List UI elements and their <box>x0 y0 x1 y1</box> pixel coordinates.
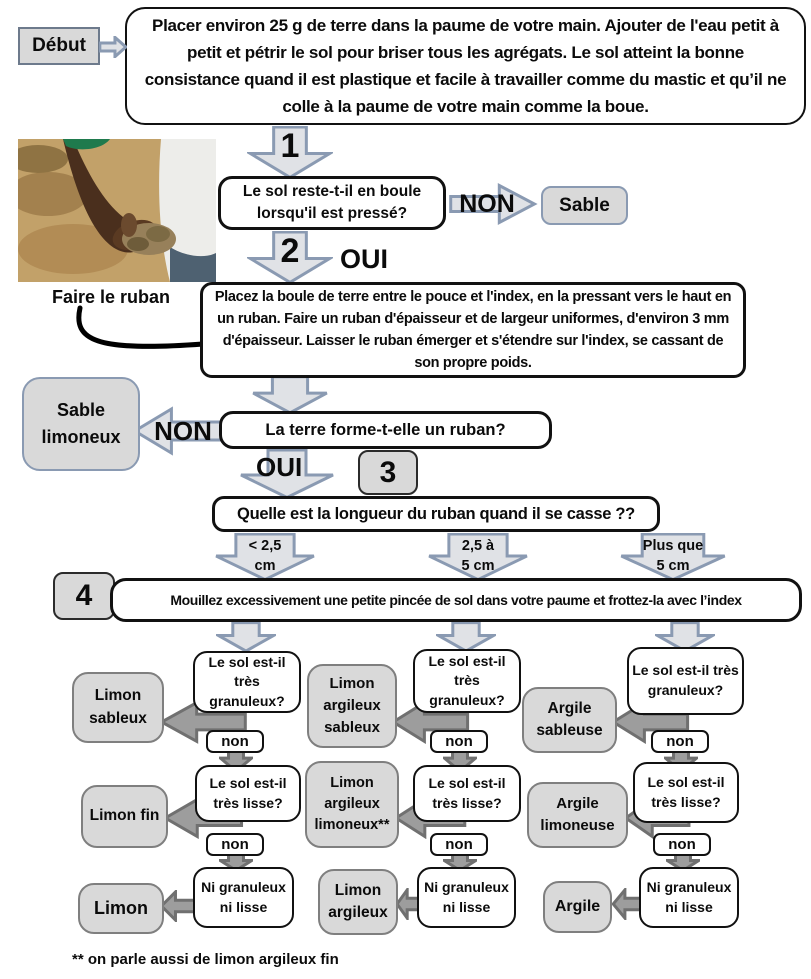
down-arrow-icon <box>436 622 496 652</box>
step-2-number: 2 <box>280 232 300 270</box>
step-4-badge: 4 <box>53 572 115 620</box>
result-neither-box: Limon <box>78 883 164 934</box>
question-neither-box: Ni granuleux ni lisse <box>639 867 739 928</box>
result-sable-limoneux-box: Sable limoneux <box>22 377 140 471</box>
hand-photo <box>18 139 216 282</box>
result-granular-box: Limon argileux sableux <box>307 664 397 748</box>
question-smooth-box: Le sol est-il très lisse? <box>413 765 521 822</box>
wet-instruction-box: Mouillez excessivement une petite pincée de sol dans votre paume et frottez-la avec l’index <box>110 578 802 622</box>
start-box: Début <box>18 27 100 65</box>
branch-label: Plus que 5 cm <box>642 538 704 574</box>
question-granular-box: Le sol est-il très granuleux? <box>413 649 521 713</box>
question-length-box: Quelle est la longueur du ruban quand il se casse ?? <box>212 496 660 532</box>
non-badge: non <box>430 730 488 753</box>
oui-label: OUI <box>256 452 303 482</box>
result-neither-box: Limon argileux <box>318 869 398 935</box>
result-smooth-box: Limon fin <box>81 785 168 848</box>
footnote: ** on parle aussi de limon argileux fin <box>72 951 339 968</box>
result-granular-box: Argile sableuse <box>522 687 617 753</box>
result-smooth-box: Argile limoneuse <box>527 782 628 848</box>
result-granular-box: Limon sableux <box>72 672 164 743</box>
caption-connector-line <box>55 300 205 358</box>
left-arrow-icon <box>612 888 642 920</box>
non-badge: non <box>653 833 711 856</box>
non-badge: non <box>206 730 264 753</box>
branch-label: < 2,5 cm <box>248 538 282 574</box>
question-smooth-box: Le sol est-il très lisse? <box>633 762 739 823</box>
question-ribbon-box: La terre forme-t-elle un ruban? <box>219 411 552 449</box>
question-granular-box: Le sol est-il très granuleux? <box>193 651 301 713</box>
question-neither-box: Ni granuleux ni lisse <box>417 867 516 928</box>
ribbon-caption: Faire le ruban <box>52 287 171 307</box>
start-arrow-icon <box>99 36 127 58</box>
branch-label: 2,5 à 5 cm <box>461 538 495 574</box>
non-label: NON <box>459 189 515 218</box>
non-badge: non <box>430 833 488 856</box>
result-neither-box: Argile <box>543 881 612 933</box>
result-smooth-box: Limon argileux limoneux** <box>305 761 399 848</box>
down-arrow-icon <box>250 376 330 414</box>
non-badge: non <box>651 730 709 753</box>
ribbon-instruction-box: Placez la boule de terre entre le pouce et l'index, en la pressant vers le haut en un ruban. Faire un ruban d'épaisseur et de largeur uniformes, d'environ 3 mm d'épaisseur. Laisser le ruban émerger et s'étendre sur l'index, se cassant de son propre poids. <box>200 282 746 378</box>
non-badge: non <box>206 833 264 856</box>
question-smooth-box: Le sol est-il très lisse? <box>195 765 301 822</box>
result-sable-box: Sable <box>541 186 628 225</box>
step-3-badge: 3 <box>358 450 418 495</box>
step-1-number: 1 <box>280 127 300 165</box>
question-granular-box: Le sol est-il très granuleux? <box>627 647 744 715</box>
question-neither-box: Ni granuleux ni lisse <box>193 867 294 928</box>
question-ball-box: Le sol reste-t-il en boule lorsqu'il est pressé? <box>218 176 446 230</box>
left-arrow-icon <box>160 890 196 922</box>
non-label: NON <box>154 416 212 446</box>
down-arrow-icon <box>216 622 276 652</box>
oui-label: OUI <box>340 244 389 274</box>
intro-box: Placer environ 25 g de terre dans la paume de votre main. Ajouter de l'eau petit à petit et pétrir le sol pour briser tous les agrégats. Le sol atteint la bonne consistance quand il est plastique et facile à travailler comme du mastic et qu’il ne colle à la paume de votre main comme la boue. <box>125 7 806 125</box>
